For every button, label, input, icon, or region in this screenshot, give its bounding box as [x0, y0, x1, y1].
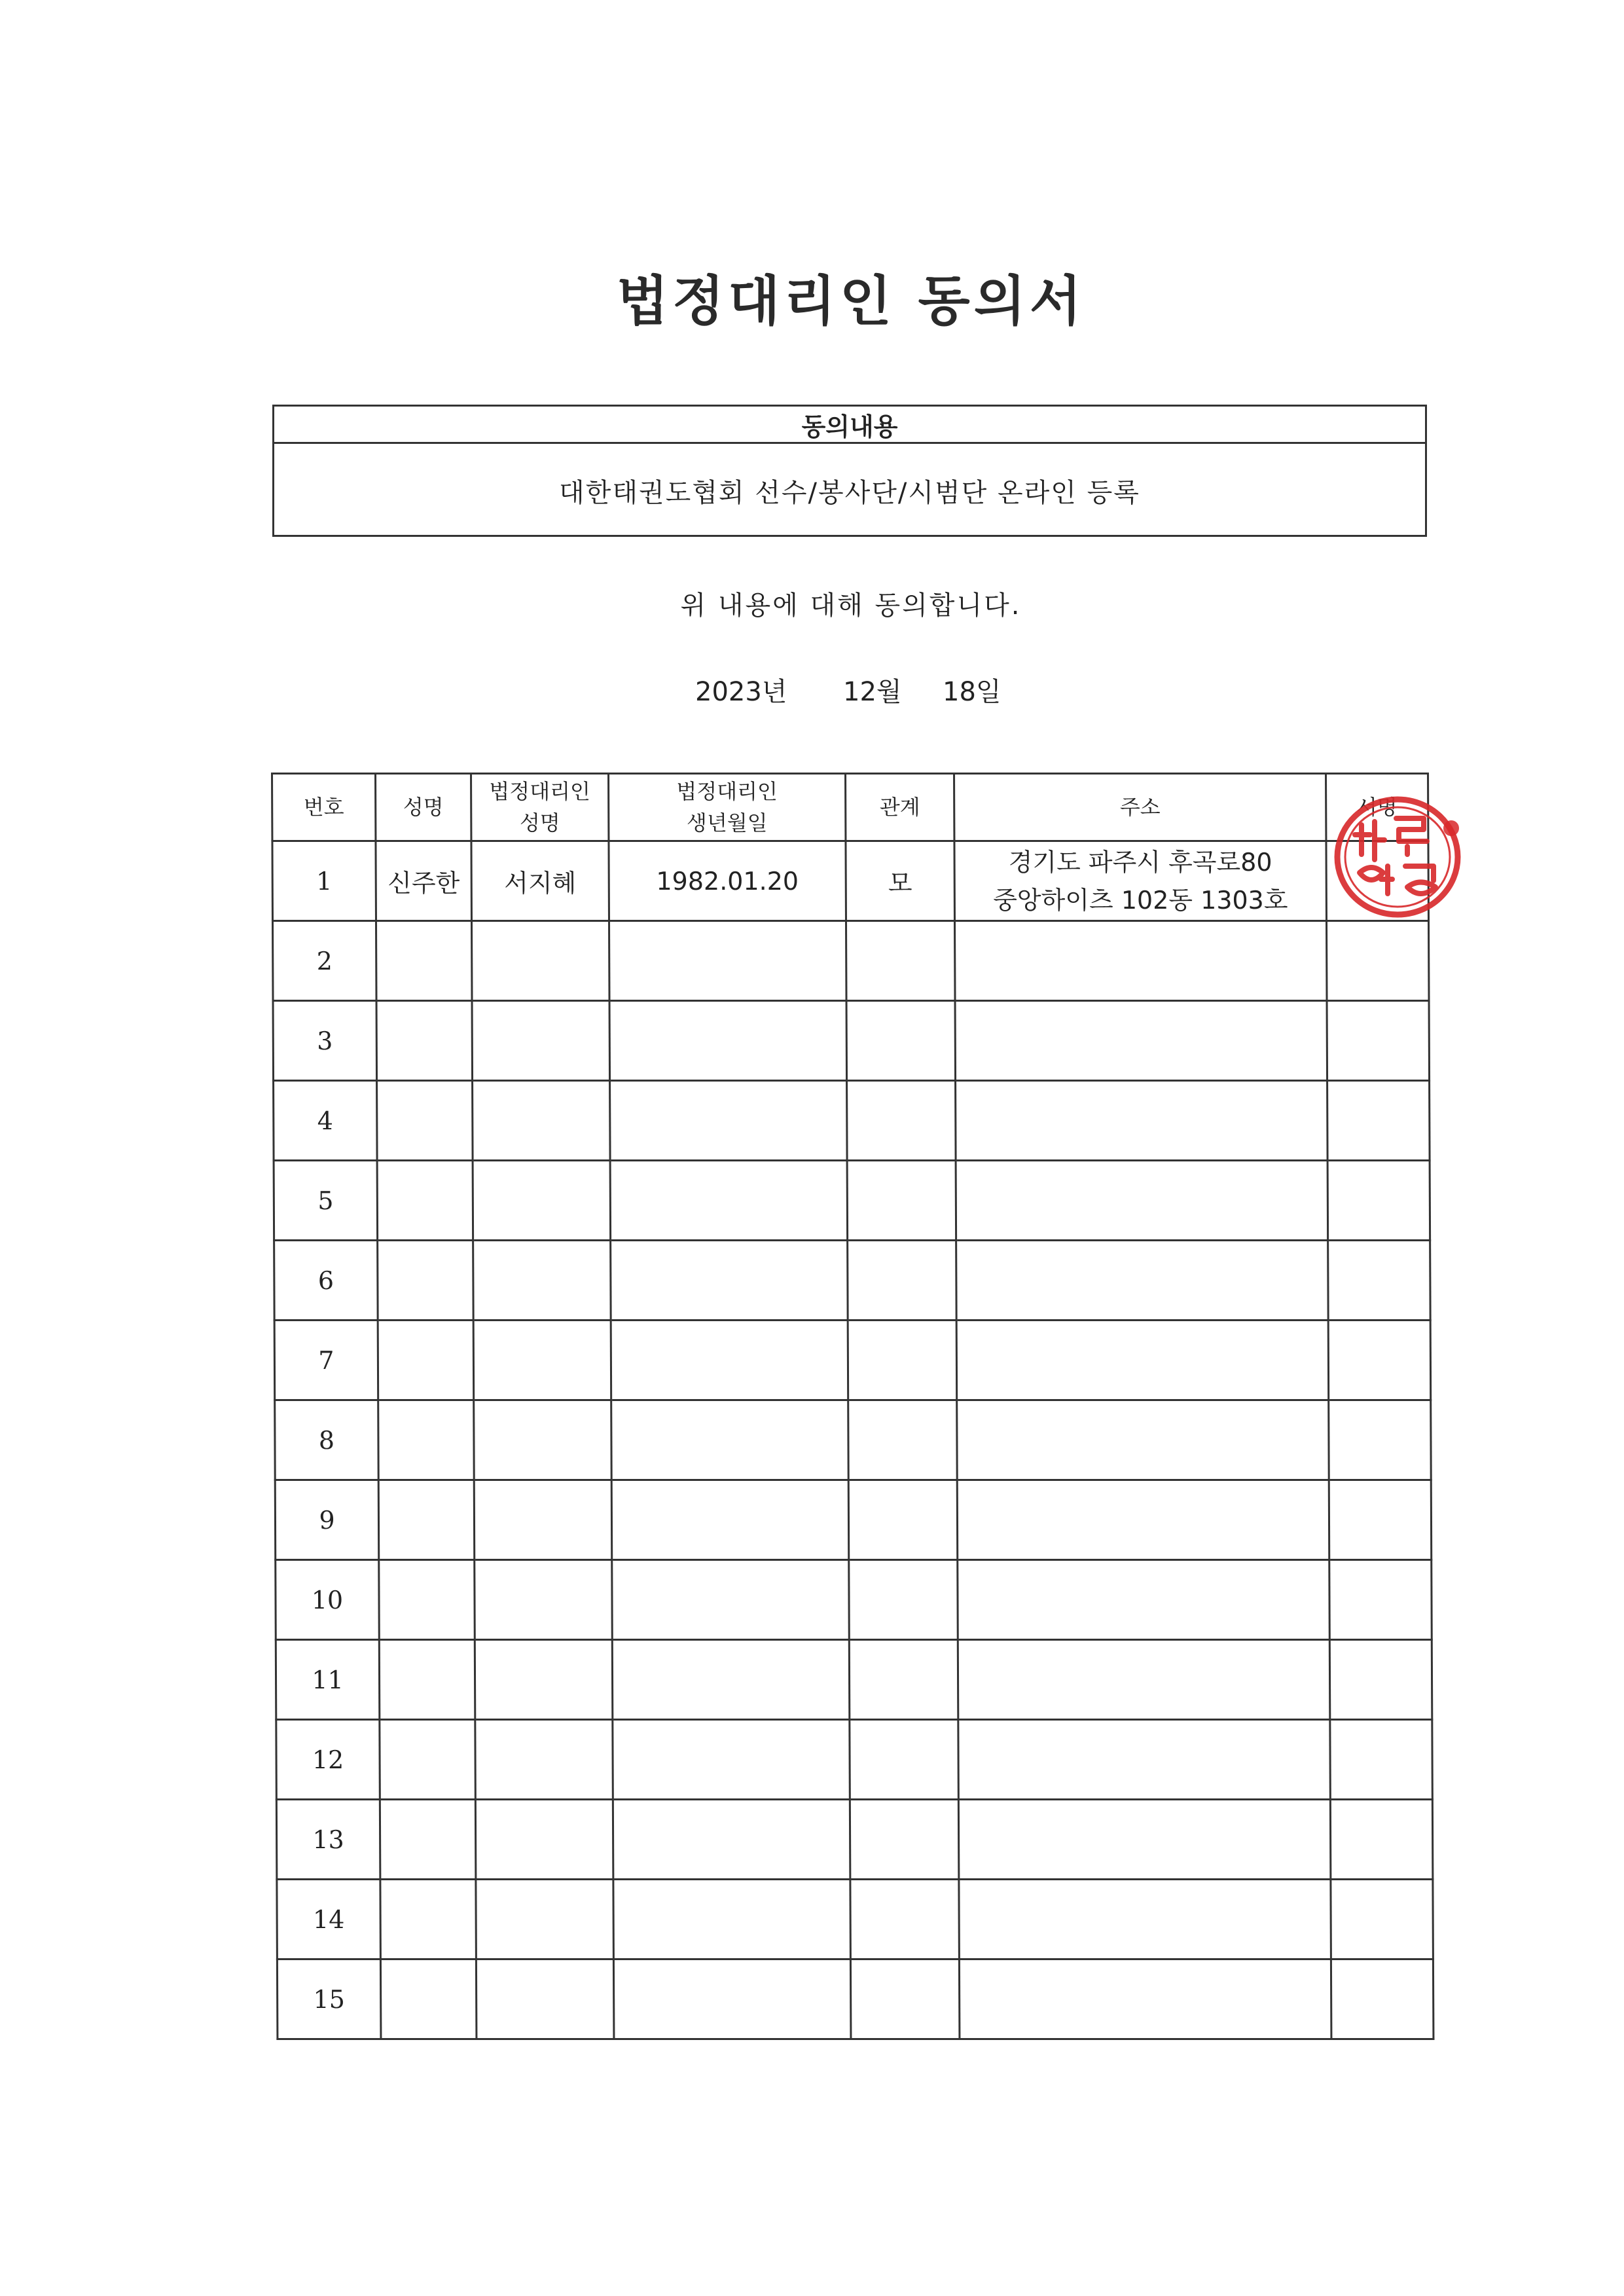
row-sign: [1329, 1400, 1432, 1480]
row-guardian-name: [475, 1800, 613, 1880]
row-guardian-birth: [612, 1640, 850, 1720]
row-number: 15: [277, 1959, 381, 2039]
row-number: 1: [272, 841, 376, 921]
row-sign: [1328, 1321, 1431, 1400]
row-relation: [850, 1959, 960, 2039]
row-address: 경기도 파주시 후곡로80 중앙하이츠 102동 1303호: [954, 841, 1327, 921]
row-address: [955, 1001, 1327, 1081]
row-sign: [1330, 1800, 1433, 1880]
row-relation: [849, 1640, 958, 1720]
row-address: [958, 1720, 1331, 1800]
table-row: [274, 1081, 1430, 1161]
row-sign: [1329, 1480, 1432, 1560]
consent-content-body: 대한태권도협회 선수/봉사단/시범단 온라인 등록: [559, 477, 1140, 508]
row-relation: [846, 921, 955, 1001]
row-relation: [848, 1480, 958, 1560]
guardian-table: [271, 773, 1434, 2040]
row-guardian-name: [473, 1161, 611, 1241]
row-sign: [1327, 1001, 1430, 1081]
row-address: [956, 1161, 1328, 1241]
row-number: 2: [272, 921, 376, 1001]
table-row: [272, 921, 1429, 1001]
row-guardian-name: [475, 1640, 613, 1720]
row-name: [378, 1241, 474, 1321]
table-row: [273, 1001, 1430, 1081]
row-relation: [848, 1241, 957, 1321]
row-guardian-name: [474, 1400, 612, 1480]
row-relation: [847, 1161, 956, 1241]
date-year: 2023년: [695, 677, 787, 707]
row-sign: [1329, 1640, 1432, 1720]
document-title: 법정대리인 동의서: [616, 270, 1086, 333]
table-row: [272, 841, 1429, 921]
row-number: 13: [276, 1800, 380, 1880]
row-address: [959, 1959, 1331, 2039]
header-no: 번호: [272, 774, 376, 841]
row-guardian-birth: 1982.01.20: [609, 841, 846, 921]
row-sign: [1331, 1880, 1434, 1959]
table-row: [277, 1959, 1434, 2039]
date-day: 18일: [943, 677, 1001, 707]
table-row: [276, 1560, 1432, 1640]
row-guardian-name: [476, 1880, 614, 1959]
row-guardian-birth: [611, 1241, 848, 1321]
table-row: [275, 1480, 1432, 1560]
row-relation: [847, 1081, 956, 1161]
row-number: 9: [275, 1480, 379, 1560]
header-relation: 관계: [846, 774, 954, 841]
row-name: [379, 1560, 475, 1640]
row-name: [380, 1880, 477, 1959]
row-guardian-birth: [613, 1880, 851, 1959]
row-address: [957, 1400, 1329, 1480]
row-name: [378, 1321, 474, 1400]
consent-content-header: 동의내용: [274, 407, 1425, 444]
row-sign: [1329, 1560, 1432, 1640]
row-relation: [848, 1400, 958, 1480]
row-relation: [849, 1560, 958, 1640]
row-number: 7: [274, 1321, 378, 1400]
agree-statement: 위 내용에 대해 동의합니다.: [680, 591, 1022, 621]
row-number: 5: [274, 1161, 378, 1241]
header-address: 주소: [954, 774, 1326, 841]
row-guardian-name: [471, 921, 609, 1001]
row-number: 4: [274, 1081, 378, 1161]
row-sign: [1331, 1959, 1434, 2039]
row-number: 14: [277, 1880, 381, 1959]
table-row: [275, 1400, 1432, 1480]
table-row: [274, 1161, 1430, 1241]
row-guardian-birth: [610, 1081, 848, 1161]
row-address: [956, 1081, 1328, 1161]
row-number: 6: [274, 1241, 378, 1321]
row-name: [380, 1800, 476, 1880]
row-number: 10: [276, 1560, 380, 1640]
row-guardian-birth: [613, 1800, 850, 1880]
row-sign: [1328, 1241, 1431, 1321]
row-guardian-name: [473, 1321, 611, 1400]
row-sign: [1327, 1081, 1430, 1161]
row-name: [378, 1400, 475, 1480]
row-guardian-name: [475, 1560, 613, 1640]
table-row: [276, 1640, 1432, 1720]
row-relation: [850, 1800, 959, 1880]
row-name: 신주한: [376, 841, 472, 921]
row-name: [378, 1480, 475, 1560]
row-sign: [1326, 841, 1429, 921]
table-row: [274, 1321, 1431, 1400]
header-guardian-birth: 법정대리인 생년월일: [609, 774, 846, 841]
row-guardian-name: [476, 1959, 614, 2039]
table-header-row: [272, 774, 1428, 841]
table-row: [277, 1880, 1434, 1959]
row-address: [958, 1800, 1331, 1880]
row-address: [958, 1560, 1330, 1640]
row-name: [380, 1959, 477, 2039]
row-address: [958, 1640, 1330, 1720]
header-name: 성명: [376, 774, 471, 841]
row-number: 3: [273, 1001, 377, 1081]
row-relation: [848, 1321, 957, 1400]
row-guardian-name: [474, 1480, 612, 1560]
row-address: [959, 1880, 1331, 1959]
row-relation: [850, 1720, 959, 1800]
row-name: [380, 1720, 476, 1800]
header-sign: 서명: [1326, 774, 1428, 841]
row-relation: 모: [846, 841, 955, 921]
row-name: [376, 1001, 473, 1081]
row-sign: [1327, 1161, 1430, 1241]
row-address: [956, 1321, 1329, 1400]
row-guardian-birth: [609, 1001, 847, 1081]
row-sign: [1330, 1720, 1433, 1800]
table-row: [276, 1720, 1433, 1800]
row-name: [377, 1161, 473, 1241]
row-number: 12: [276, 1720, 380, 1800]
row-guardian-name: 서지혜: [471, 841, 609, 921]
row-guardian-name: [473, 1081, 611, 1161]
row-guardian-name: [472, 1001, 610, 1081]
row-guardian-birth: [612, 1560, 850, 1640]
row-number: 11: [276, 1640, 380, 1720]
row-address: [956, 1241, 1329, 1321]
row-guardian-birth: [613, 1959, 851, 2039]
row-number: 8: [275, 1400, 379, 1480]
table-row: [276, 1800, 1433, 1880]
row-guardian-name: [473, 1241, 611, 1321]
row-relation: [846, 1001, 956, 1081]
header-guardian-name: 법정대리인 성명: [471, 774, 609, 841]
row-name: [376, 921, 472, 1001]
row-guardian-name: [475, 1720, 613, 1800]
row-sign: [1326, 921, 1429, 1001]
consent-content-box: [272, 405, 1427, 537]
row-address: [957, 1480, 1329, 1560]
row-guardian-birth: [611, 1321, 848, 1400]
row-guardian-birth: [610, 1161, 848, 1241]
row-name: [379, 1640, 475, 1720]
row-guardian-birth: [611, 1400, 849, 1480]
row-guardian-birth: [609, 921, 846, 1001]
row-guardian-birth: [613, 1720, 850, 1800]
date-month: 12월: [843, 677, 902, 707]
row-address: [954, 921, 1327, 1001]
row-relation: [850, 1880, 960, 1959]
row-name: [377, 1081, 473, 1161]
table-row: [274, 1241, 1431, 1321]
row-guardian-birth: [611, 1480, 849, 1560]
